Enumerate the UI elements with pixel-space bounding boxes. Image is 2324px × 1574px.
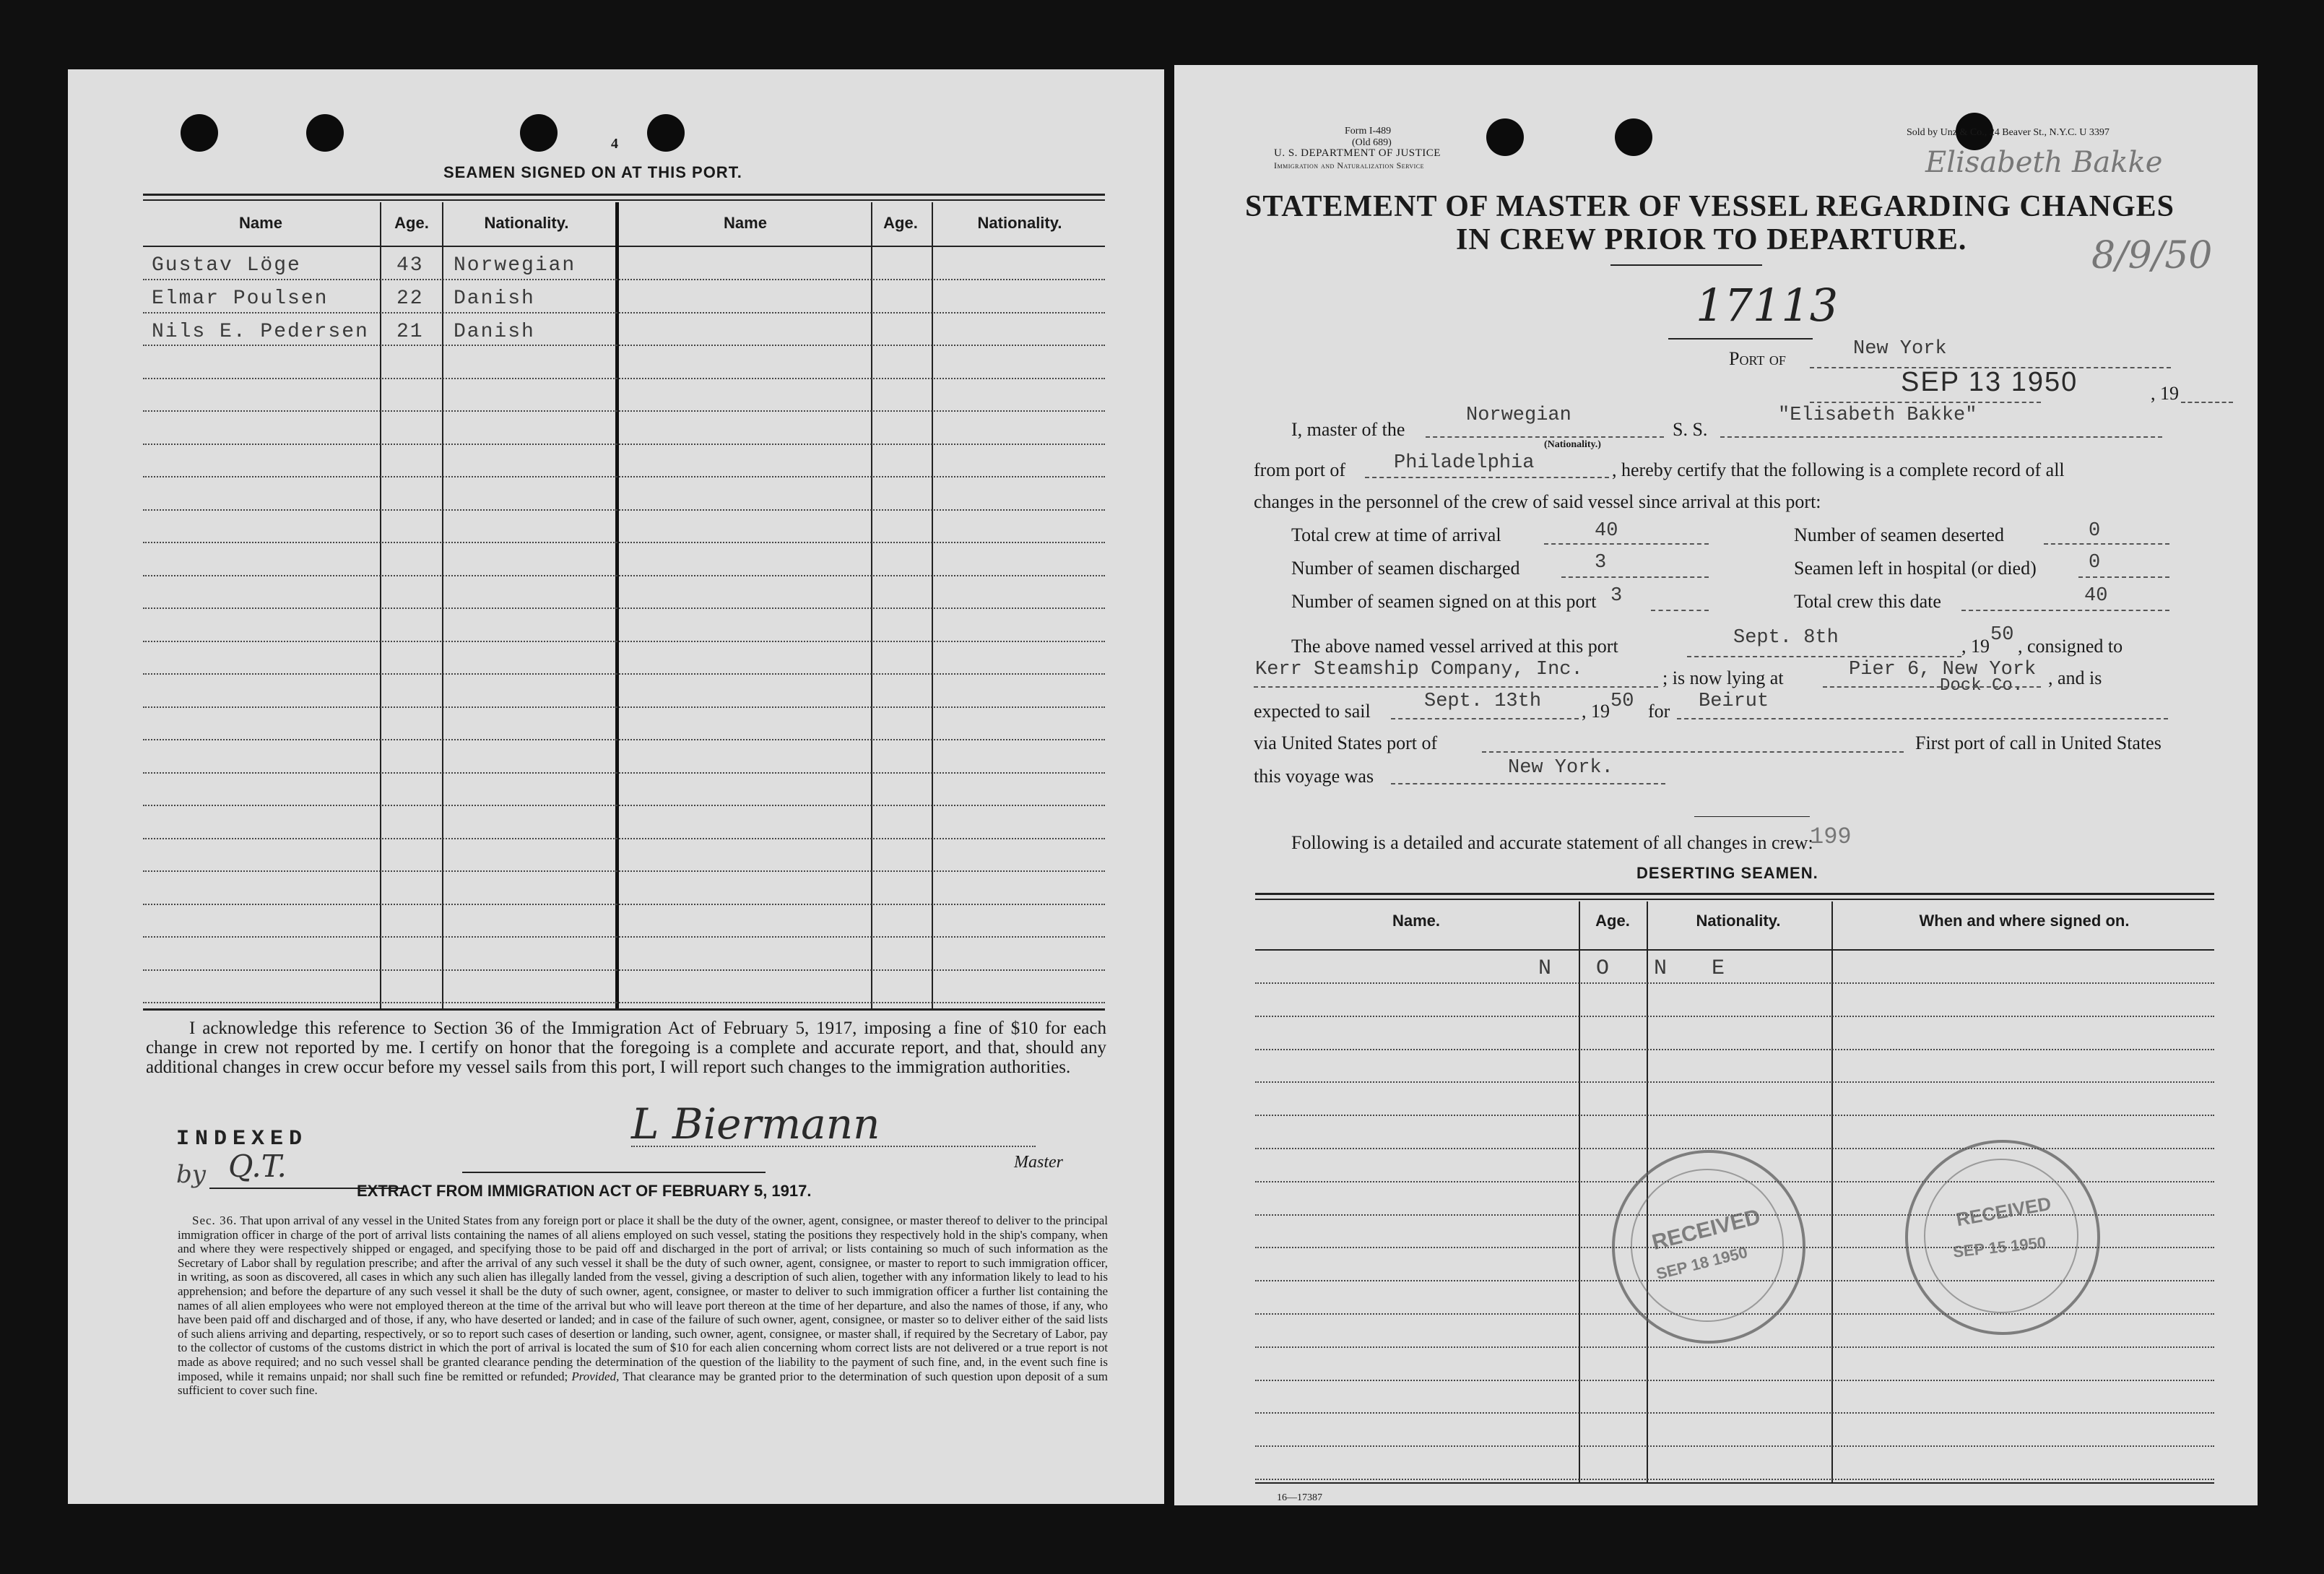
row-line bbox=[143, 410, 1105, 412]
signed-on-label: Number of seamen signed on at this port bbox=[1291, 591, 1597, 612]
file-number-rule bbox=[1668, 338, 1813, 340]
master-signature: L Biermann bbox=[631, 1099, 880, 1149]
extract-heading: EXTRACT FROM IMMIGRATION ACT OF FEBRUARY 5, 1917. bbox=[357, 1182, 812, 1200]
destination-value: Beirut bbox=[1699, 691, 1769, 712]
arrived-line bbox=[1687, 656, 1961, 657]
service-name: Immigration and Naturalization Service bbox=[1274, 160, 1425, 170]
via-label: via United States port of bbox=[1254, 732, 1438, 753]
expected-value: Sept. 13th bbox=[1424, 691, 1542, 712]
received-stamp-inner-ring bbox=[1924, 1159, 2078, 1313]
table-top-rule bbox=[143, 199, 1105, 201]
row-line bbox=[143, 542, 1105, 543]
punch-hole bbox=[181, 114, 218, 152]
row-line bbox=[1255, 1412, 2214, 1414]
row-line bbox=[1255, 1081, 2214, 1083]
row-line bbox=[143, 279, 1105, 280]
deserting-table-bottom bbox=[1255, 1482, 2214, 1484]
table-header-rule bbox=[143, 246, 1105, 247]
column-rule bbox=[871, 202, 872, 1008]
deserted-line bbox=[2044, 543, 2169, 545]
voyage-value: New York. bbox=[1508, 757, 1613, 779]
discharged-line bbox=[1561, 576, 1709, 578]
row-line bbox=[143, 739, 1105, 740]
expected-label: expected to sail bbox=[1254, 701, 1371, 722]
deserting-table-top bbox=[1255, 899, 2214, 900]
row-line bbox=[1255, 1479, 2214, 1480]
received-stamp bbox=[1905, 1140, 2100, 1335]
consigned-label: , consigned to bbox=[2018, 636, 2123, 657]
deserting-none-entry: N O N E bbox=[1538, 956, 1741, 981]
punch-hole bbox=[647, 114, 685, 152]
row-line bbox=[1255, 1148, 2214, 1149]
seaman-age: 43 bbox=[396, 254, 424, 277]
punch-hole bbox=[306, 114, 344, 152]
sold-by-text: Sold by Unz & Co., 24 Beaver St., N.Y.C. U 3397 bbox=[1907, 127, 2110, 138]
consignee-line bbox=[1254, 686, 1658, 688]
discharged-label: Number of seamen discharged bbox=[1291, 558, 1520, 579]
nationality-caption: (Nationality.) bbox=[1544, 439, 1601, 450]
port-value: New York bbox=[1853, 338, 1947, 360]
total-crew-date-value: 40 bbox=[2084, 585, 2108, 607]
hospital-label: Seamen left in hospital (or died) bbox=[1794, 558, 2037, 579]
left-page bbox=[68, 69, 1164, 1504]
received-stamp bbox=[1612, 1150, 1805, 1344]
column-rule bbox=[932, 202, 933, 1008]
row-line bbox=[143, 509, 1105, 511]
port-label: Port of bbox=[1729, 348, 1786, 369]
seamen-signed-heading: SEAMEN SIGNED ON AT THIS PORT. bbox=[443, 163, 742, 181]
section-36-provided: Provided, bbox=[571, 1369, 620, 1383]
changes-count: 199 bbox=[1810, 823, 1852, 850]
row-line bbox=[143, 772, 1105, 774]
lying-label: ; is now lying at bbox=[1662, 667, 1784, 688]
from-port-line bbox=[1365, 477, 1609, 478]
row-line bbox=[143, 805, 1105, 806]
voyage-rule bbox=[1694, 816, 1810, 817]
voyage-line bbox=[1391, 783, 1665, 784]
date-line bbox=[1810, 402, 2041, 403]
received-stamp-date: SEP 15 1950 bbox=[1951, 1233, 2047, 1261]
row-line bbox=[143, 444, 1105, 445]
deserting-heading: DESERTING SEAMEN. bbox=[1636, 864, 1818, 882]
footer-code: 16—17387 bbox=[1277, 1492, 1322, 1503]
column-rule bbox=[442, 202, 443, 1008]
vessel-name: "Elisabeth Bakke" bbox=[1778, 405, 1977, 426]
lying-at-value-2: Dock Co. bbox=[1940, 676, 2024, 696]
signed-on-line bbox=[1651, 610, 1709, 611]
row-line bbox=[1255, 1049, 2214, 1050]
deserting-col-nationality: Nationality. bbox=[1696, 912, 1781, 930]
from-port-value: Philadelphia bbox=[1394, 452, 1535, 474]
section-36-text bbox=[178, 1214, 1108, 1398]
expected-year-prefix: , 19 bbox=[1582, 701, 1610, 722]
ss-label: S. S. bbox=[1673, 419, 1708, 440]
form-old-number: (Old 689) bbox=[1352, 137, 1392, 148]
total-crew-arrival-value: 40 bbox=[1595, 520, 1618, 542]
row-line bbox=[143, 870, 1105, 872]
seaman-name: Gustav Löge bbox=[152, 254, 301, 277]
seaman-nationality: Danish bbox=[454, 321, 535, 343]
arrived-label: The above named vessel arrived at this port bbox=[1291, 636, 1618, 657]
indexed-initials: Q.T. bbox=[228, 1149, 287, 1184]
nationality-line bbox=[1426, 436, 1664, 438]
row-line bbox=[143, 476, 1105, 477]
row-line bbox=[1255, 1380, 2214, 1381]
deserted-value: 0 bbox=[2089, 520, 2101, 542]
section-36-body: That upon arrival of any vessel in the United States from any foreign port or place it shall be the duty of the owner, agent, consignee, or master thereof to deliver to the principal immigration officer in charge of the port of arrival lists containing the names of all aliens employed on such vessel, stating the positions they respectively hold in the ship's company, when and where they were respectively shipped or engaged, and specifying those to be paid off and discharged in the port of arrival; or lists containing so much of such information as the Secretary of Labor shall by regulation prescribe; and after the arrival of any such vessel it shall be the duty of such owner, agent, consignee, or master to report to such immigration officer, in writing, as soon as discovered, all cases in which any such alien has illegally landed from the vessel, giving a description of such alien, together with any information likely to lead to his apprehension; and before the departure of any such vessel it shall be the duty of such owner, agent, consignee, or master to deliver to such immigration officer a further list containing the names of all alien employees who were not employed thereon at the time of the arrival but who will leave port thereon at the time of her departure, and also the names of those, if any, who have been paid off and discharged and of those, if any, who have deserted or landed; and in case of the failure of such owner, agent, consignee, or master so to deliver either of the said lists of such aliens arriving and departing, respectively, or so to report such cases of desertion or landing, such owner, agent, consignee, or master shall, if required by the Secretary of Labor, pay to the collector of customs of the customs district in which the port of arrival is located the sum of $10 for each alien concerning whom correct lists are not delivered or a true report is not made as above required; and no such vessel shall be granted clearance pending the determination of the question of the liability to the payment of such fine, and, in the event such fine is imposed, while it remains unpaid; nor shall such fine be remitted or refunded; bbox=[178, 1214, 1109, 1383]
destination-line bbox=[1677, 718, 2168, 719]
department-name: U. S. DEPARTMENT OF JUSTICE bbox=[1274, 147, 1441, 159]
row-line bbox=[143, 345, 1105, 346]
seaman-name: Elmar Poulsen bbox=[152, 287, 329, 310]
lying-at-line bbox=[1823, 686, 2041, 688]
col-header-name: Name bbox=[239, 214, 282, 232]
received-stamp-label: RECEIVED bbox=[1954, 1192, 2053, 1231]
received-stamp-label: RECEIVED bbox=[1649, 1204, 1763, 1255]
deserting-header-rule bbox=[1255, 949, 2214, 951]
vessel-line bbox=[1720, 436, 2162, 438]
seaman-age: 21 bbox=[396, 321, 424, 343]
row-line bbox=[1255, 982, 2214, 984]
and-is-label: , and is bbox=[2048, 667, 2102, 688]
file-number: 17113 bbox=[1696, 279, 1839, 332]
indexed-stamp: INDEXED bbox=[176, 1127, 308, 1151]
year-line bbox=[2181, 402, 2233, 403]
row-line bbox=[143, 575, 1105, 576]
row-line bbox=[143, 312, 1105, 313]
date-stamp: SEP 13 1950 bbox=[1901, 367, 2078, 397]
acknowledgement-text: I acknowledge this reference to Section 36 of the Immigration Act of February 5, 1917, imposing a fine of $10 for each change in crew not reported by me. I certify on honor that the foregoing is a complete and accurate report, and that, should any additional changes in crew occur before my vessel sails from this port, I will report such changes to the immigration authorities. bbox=[146, 1019, 1106, 1077]
for-label: for bbox=[1648, 701, 1670, 722]
expected-year: 50 bbox=[1610, 691, 1634, 712]
row-line bbox=[143, 607, 1105, 609]
row-line bbox=[143, 969, 1105, 971]
certify-text: , hereby certify that the following is a complete record of all bbox=[1612, 459, 2065, 480]
hospital-line bbox=[2078, 576, 2169, 578]
deserting-table-top bbox=[1255, 893, 2214, 895]
row-line bbox=[1255, 1115, 2214, 1116]
punch-hole bbox=[520, 114, 558, 152]
hospital-value: 0 bbox=[2089, 552, 2101, 574]
total-crew-arrival-label: Total crew at time of arrival bbox=[1291, 524, 1501, 545]
row-line bbox=[143, 904, 1105, 905]
table-bottom-rule bbox=[143, 1008, 1105, 1011]
punch-hole bbox=[1486, 118, 1524, 156]
total-crew-arrival-line bbox=[1544, 543, 1709, 545]
expected-line bbox=[1391, 718, 1579, 719]
section-36-label: Sec. 36. bbox=[192, 1214, 238, 1227]
row-line bbox=[1255, 1016, 2214, 1017]
arrived-year: 50 bbox=[1990, 624, 2014, 646]
signed-on-value: 3 bbox=[1610, 585, 1623, 607]
table-top-rule bbox=[143, 194, 1105, 196]
total-crew-date-line bbox=[1961, 610, 2169, 611]
right-page bbox=[1174, 65, 2258, 1505]
col-header-nationality: Nationality. bbox=[977, 214, 1062, 232]
deserted-label: Number of seamen deserted bbox=[1794, 524, 2004, 545]
punch-hole bbox=[1615, 118, 1652, 156]
arrived-year-prefix: , 19 bbox=[1961, 636, 1990, 657]
deserting-col-age: Age. bbox=[1595, 912, 1630, 930]
received-stamp-date: SEP 18 1950 bbox=[1654, 1242, 1750, 1284]
extract-rule bbox=[462, 1172, 766, 1173]
total-crew-date-label: Total crew this date bbox=[1794, 591, 1941, 612]
deserting-col-name: Name. bbox=[1392, 912, 1441, 930]
indexed-by: by bbox=[176, 1160, 206, 1189]
handwritten-date: 8/9/50 bbox=[2091, 234, 2213, 277]
seaman-nationality: Danish bbox=[454, 287, 535, 310]
changes-text: changes in the personnel of the crew of said vessel since arrival at this port: bbox=[1254, 491, 1821, 512]
row-line bbox=[1255, 1346, 2214, 1348]
row-line bbox=[143, 641, 1105, 642]
following-label: Following is a detailed and accurate statement of all changes in crew: bbox=[1291, 832, 1813, 853]
via-line bbox=[1482, 751, 1904, 753]
row-line bbox=[143, 706, 1105, 708]
lying-at-value: Pier 6, New York bbox=[1849, 659, 2037, 680]
signature-line bbox=[631, 1146, 1036, 1147]
seaman-age: 22 bbox=[396, 287, 424, 310]
row-line bbox=[143, 936, 1105, 938]
master-label: Master bbox=[1014, 1153, 1063, 1172]
from-port-label: from port of bbox=[1254, 459, 1346, 480]
page-number: 4 bbox=[611, 136, 618, 152]
col-header-age: Age. bbox=[394, 214, 429, 232]
column-rule-center bbox=[615, 202, 619, 1008]
row-line bbox=[1255, 1445, 2214, 1447]
col-header-name: Name bbox=[724, 214, 767, 232]
form-number: Form I-489 bbox=[1345, 126, 1392, 137]
row-line bbox=[143, 838, 1105, 839]
voyage-label: this voyage was bbox=[1254, 766, 1374, 787]
seaman-name: Nils E. Pedersen bbox=[152, 321, 369, 343]
form-title-line2: IN CREW PRIOR TO DEPARTURE. bbox=[1456, 223, 1967, 256]
col-header-age: Age. bbox=[883, 214, 918, 232]
deserting-column-rule bbox=[1579, 901, 1580, 1482]
section-36-tail: That clearance may be granted prior to the determination of such question upon deposit of a sum sufficient to cover such fine. bbox=[178, 1369, 1108, 1398]
row-line bbox=[143, 1002, 1105, 1003]
deserting-column-rule bbox=[1831, 901, 1833, 1482]
row-line bbox=[143, 378, 1105, 379]
title-rule bbox=[1610, 264, 1762, 266]
column-rule bbox=[380, 202, 381, 1008]
seaman-nationality: Norwegian bbox=[454, 254, 576, 277]
first-call-label: First port of call in United States bbox=[1915, 732, 2162, 753]
master-of-label: I, master of the bbox=[1291, 419, 1405, 440]
consignee-value: Kerr Steamship Company, Inc. bbox=[1255, 659, 1583, 680]
deserting-col-signed-on: When and where signed on. bbox=[1919, 912, 2130, 930]
year-suffix: , 19 bbox=[2151, 383, 2179, 404]
col-header-nationality: Nationality. bbox=[484, 214, 569, 232]
row-line bbox=[143, 673, 1105, 675]
arrived-value: Sept. 8th bbox=[1733, 627, 1839, 649]
nationality-value: Norwegian bbox=[1466, 405, 1571, 426]
handwritten-vessel-name: Elisabeth Bakke bbox=[1925, 146, 2163, 179]
discharged-value: 3 bbox=[1595, 552, 1607, 574]
form-title-line1: STATEMENT OF MASTER OF VESSEL REGARDING CHANGES bbox=[1245, 190, 2175, 223]
